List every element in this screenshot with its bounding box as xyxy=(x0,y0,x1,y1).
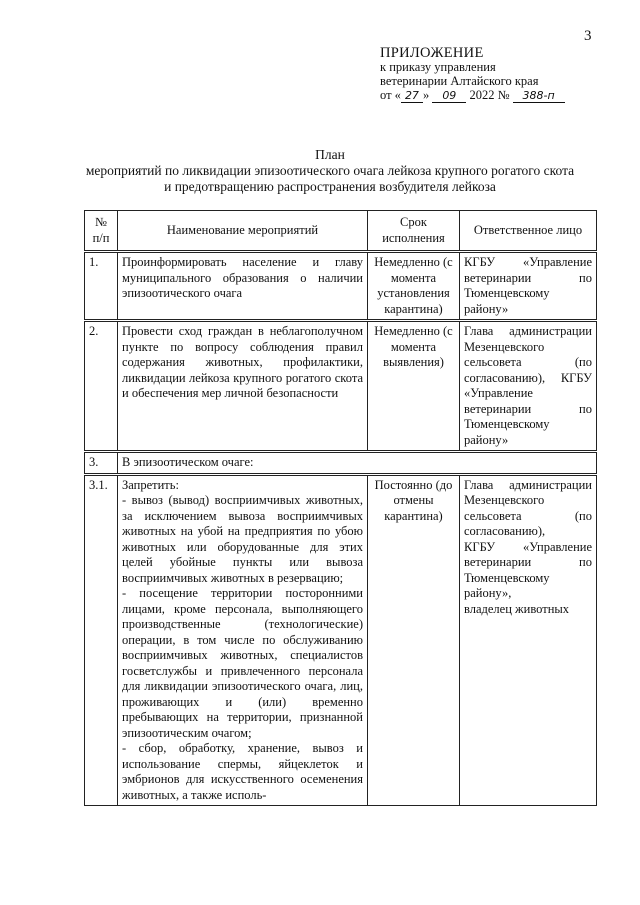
year-and-number-label: 2022 № xyxy=(469,88,510,102)
appendix-line-1: к приказу управления xyxy=(380,60,496,74)
row-responsible: КГБУ «Управление ветеринарии по Тюменцевскому району» xyxy=(460,252,597,321)
date-prefix: от « xyxy=(380,88,401,102)
row-name-line: - посещение территории посторонними лицами, кроме персонала, выполняющего производственные (технологические) операции, в том числе по обслуживанию восприимчивых животных, специалистов госветслужбы и привлеченного персонала для ликвидации эпизоотического очага, лиц, проживающих и (или) временно пребывающих на территории, признанной эпизоотическим очагом; xyxy=(122,586,363,740)
title-line-3: и предотвращению распространения возбудителя лейкоза xyxy=(164,179,496,194)
row-name: Провести сход граждан в неблагополучном пункте по вопросу соблюдения правил содержания животных, профилактики, ликвидации лейкоза крупного рогатого скота и обеспечения мер личной безопасности xyxy=(118,321,368,452)
handwritten-order-number: 388-п xyxy=(513,90,565,103)
appendix-line-2: ветеринарии Алтайского края xyxy=(380,74,539,88)
row-responsible-line: владелец животных xyxy=(464,601,570,616)
row-responsible-line: КГБУ «Управление ветеринарии по Тюменцевскому району», xyxy=(464,539,592,600)
page-number: 3 xyxy=(584,28,592,44)
row-responsible: Глава администрации Мезенцевского сельсовета (по согласованию), КГБУ «Управление ветеринарии по Тюменцевскому району» xyxy=(460,321,597,452)
row-name: Проинформировать население и главу муниципального образования о наличии эпизоотического очага xyxy=(118,252,368,321)
row-name: В эпизоотическом очаге: xyxy=(118,452,597,475)
date-mid: » xyxy=(422,88,430,102)
row-name xyxy=(118,474,368,806)
row-name-line: - сбор, обработку, хранение, вывоз и использование спермы, яйцеклеток и эмбрионов для искусственного осеменения животных, а также исполь- xyxy=(122,741,363,802)
row-term: Немедленно (с момента выявления) xyxy=(368,321,460,452)
row-term: Постоянно (до отмены карантина) xyxy=(368,474,460,806)
title-plan: План xyxy=(315,147,345,162)
row-num: 3.1. xyxy=(85,474,118,806)
plan-table xyxy=(84,210,597,806)
row-responsible-line: Глава администрации Мезенцевского сельсовета (по согласованию), xyxy=(464,477,592,538)
appendix-heading: ПРИЛОЖЕНИЕ xyxy=(380,45,484,61)
header-responsible: Ответственное лицо xyxy=(460,211,597,252)
handwritten-day: 27 xyxy=(401,90,423,103)
header-name: Наименование мероприятий xyxy=(118,211,368,252)
appendix-date-line xyxy=(380,88,565,103)
table-row xyxy=(85,321,597,452)
appendix-block xyxy=(380,46,565,103)
table-row xyxy=(85,474,597,806)
row-responsible xyxy=(460,474,597,806)
header-num: № п/п xyxy=(85,211,118,252)
table-row xyxy=(85,252,597,321)
title-line-2: мероприятий по ликвидации эпизоотического очага лейкоза крупного рогатого скота xyxy=(85,163,575,178)
row-name-line: - вывоз (вывод) восприимчивых животных, за исключением вывоза восприимчивых животных на убой на предприятия по убою животных или оборудованные для этих целей убойные пункты или вывоза восприимчивых животных в резервацию; xyxy=(122,493,363,585)
row-num: 3. xyxy=(85,452,118,475)
table-header-row xyxy=(85,211,597,252)
handwritten-month: 09 xyxy=(432,90,466,103)
header-term: Срок исполнения xyxy=(368,211,460,252)
document-title xyxy=(60,147,600,195)
row-name-line: Запретить: xyxy=(122,477,179,492)
row-num: 2. xyxy=(85,321,118,452)
row-term: Немедленно (с момента установления карантина) xyxy=(368,252,460,321)
table-row xyxy=(85,452,597,475)
row-num: 1. xyxy=(85,252,118,321)
